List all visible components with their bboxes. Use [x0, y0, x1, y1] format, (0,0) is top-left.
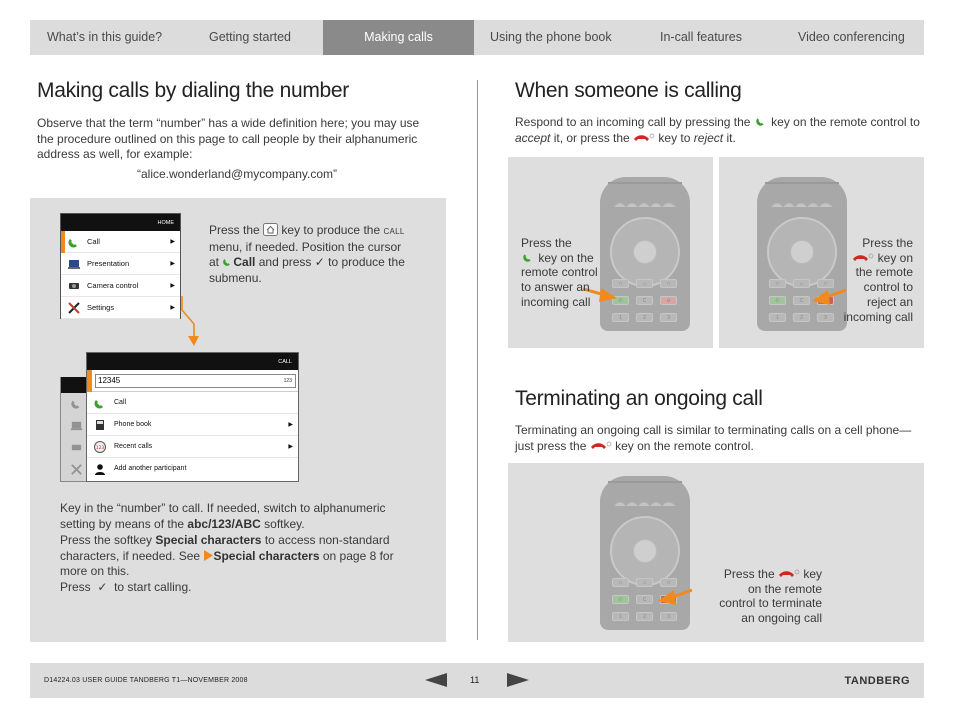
tools-icon [70, 463, 83, 476]
terminate-caption [712, 567, 822, 626]
chevron-right-icon: ▶ [170, 305, 175, 311]
call-menu-item-phone-book [87, 414, 298, 436]
phone-icon [70, 397, 83, 410]
step2-text: Press the softkey [60, 533, 153, 547]
call-menu-item-recent-calls [87, 436, 298, 458]
panel-instruction-part2: key to produce the [281, 223, 381, 237]
camera-icon [70, 441, 83, 454]
green-phone-icon [222, 256, 233, 267]
page-title-making-calls: Making calls by dialing the number [37, 79, 349, 102]
function-keys-icon [771, 199, 833, 207]
home-menu-item-presentation [61, 253, 180, 275]
call-menu-item-label: Recent calls [114, 443, 153, 450]
step-special-characters [60, 533, 396, 580]
reject-caption-end: key on the remote control to reject an incoming call [843, 250, 913, 324]
navigation-ring [610, 516, 680, 586]
home-menu-item-call [61, 231, 180, 253]
example-address: “alice.wonderland@mycompany.com” [137, 167, 338, 181]
softkey-abc-label: abc/123/ABC [187, 516, 261, 531]
home-menu-item-label: Presentation [87, 259, 130, 268]
remote-control-accept: □ ⌂ □ ✆ C ⊖ 1 2 3 [600, 177, 690, 331]
incoming-text-3: it, or press the [553, 130, 630, 145]
terminate-caption-start: Press the [723, 567, 775, 581]
red-hangup-icon [778, 569, 800, 579]
special-characters-link[interactable]: Special characters [213, 548, 320, 563]
link-arrow-icon [203, 550, 213, 561]
call-menu-label: CALL [383, 227, 405, 236]
incoming-text-4: key to [658, 130, 691, 145]
top-navigation [30, 20, 924, 55]
column-divider [477, 80, 478, 640]
red-hangup-icon [852, 253, 874, 263]
home-menu-item-label: Settings [87, 303, 115, 312]
step2-text-mid: to access non-standard characters, if needed. See [60, 533, 390, 563]
panel-instruction-part1: Press the [209, 223, 260, 237]
terminating-text-2: key on the remote control. [615, 438, 754, 453]
tab-making-calls[interactable]: Making calls [323, 20, 474, 55]
call-menu-item-label: Phone book [114, 421, 152, 428]
section-title-incoming-call: When someone is calling [515, 79, 742, 102]
number-input-row [87, 370, 298, 392]
call-menu-item-call [87, 392, 298, 414]
step1-text: Key in the “number” to call. If needed, switch to alphanumeric setting by means of the [60, 501, 386, 531]
step3-text: Press [60, 580, 91, 594]
accept-caption-end: key on the remote control to answer an incoming call [521, 250, 598, 309]
green-phone-icon [521, 251, 535, 263]
incoming-text-1: Respond to an incoming call by pressing the [515, 115, 751, 129]
tools-icon [67, 301, 81, 315]
tab-in-call-features[interactable]: In-call features [660, 30, 742, 44]
terminate-caption-end: key on the remote control to terminate an ongoing call [719, 567, 822, 626]
tab-video-conferencing[interactable]: Video conferencing [798, 30, 905, 44]
red-hangup-icon [590, 441, 612, 451]
section-title-terminating-call: Terminating an ongoing call [515, 387, 763, 410]
brand-logo: TANDBERG [844, 675, 910, 687]
pointer-arrow-terminate [652, 586, 692, 608]
step2-text-end: on page 8 for more on this. [60, 548, 394, 578]
reject-word: reject [693, 130, 724, 145]
navigation-ring [767, 217, 837, 287]
incoming-text-2: key on the remote control to [771, 115, 920, 129]
reject-caption-start: Press the [862, 236, 913, 250]
call-menu-item-add-participant [87, 458, 298, 480]
home-menu-item-camera-control [61, 275, 180, 297]
tab-whats-in-this-guide[interactable]: What’s in this guide? [47, 30, 163, 44]
call-option-label: Call [233, 255, 256, 269]
document-reference: D14224.03 USER GUIDE TANDBERG T1—NOVEMBER 2008 [44, 677, 248, 684]
laptop-icon [67, 257, 81, 271]
svg-text:123: 123 [95, 446, 105, 451]
page-number: 11 [470, 675, 480, 685]
person-icon [93, 462, 107, 476]
intro-paragraph: Observe that the term “number” has a wide definition here; you may use the procedure outlined on this page to call people by their alphanumeric address as well, for example: [37, 116, 420, 161]
tab-getting-started[interactable]: Getting started [209, 30, 291, 44]
accept-caption-start: Press the [521, 236, 572, 250]
home-key-icon [263, 223, 278, 236]
home-menu-item-label: Call [87, 237, 100, 246]
chevron-right-icon: ▶ [288, 444, 293, 450]
camera-icon [67, 279, 81, 293]
accept-word: accept [515, 130, 551, 145]
call-menu-header: CALL [87, 353, 298, 370]
previous-page-arrow-icon[interactable] [425, 673, 447, 687]
home-menu-item-settings [61, 297, 180, 319]
chevron-right-icon: ▶ [170, 283, 175, 289]
call-menu-screenshot [86, 352, 299, 482]
phone-book-icon [93, 418, 107, 432]
panel-instruction-text [209, 223, 409, 286]
step1-text-end: softkey. [264, 516, 305, 531]
panel-instruction-part3: menu, if needed. Position the cursor at [209, 239, 402, 269]
background-menu-strip [60, 377, 87, 482]
chevron-right-icon: ▶ [288, 422, 293, 428]
function-keys-icon [614, 199, 676, 207]
connector-arrow [180, 294, 200, 350]
page-footer [30, 663, 924, 698]
tab-using-the-phone-book[interactable]: Using the phone book [490, 30, 612, 44]
next-page-arrow-icon[interactable] [507, 673, 529, 687]
step3-text-end: to start calling. [114, 580, 192, 594]
green-phone-icon [67, 235, 81, 249]
checkmark-icon: ✓ [97, 580, 108, 594]
home-menu-item-label: Camera control [87, 281, 139, 290]
incoming-text-5: it. [726, 130, 736, 145]
laptop-icon [70, 419, 83, 432]
function-keys-icon [614, 498, 676, 506]
terminating-text-1: Terminating an ongoing call is similar to terminating calls on a cell phone—just press the [515, 423, 912, 453]
remote-control-reject: □ ⌂ □ ✆ C 1 2 3 [757, 177, 847, 331]
recent-calls-icon [93, 440, 107, 454]
call-menu-item-label: Call [114, 399, 127, 406]
softkey-special-characters-label: Special characters [155, 533, 262, 547]
incoming-call-paragraph [515, 115, 920, 146]
red-hangup-icon [633, 133, 655, 143]
number-input-field: 12345 [95, 374, 296, 388]
terminating-call-paragraph [515, 423, 915, 454]
home-menu-header: HOME [61, 214, 180, 231]
input-mode-indicator: 123 [283, 378, 292, 384]
call-menu-item-label: Add another participant [114, 465, 187, 472]
navigation-ring [610, 217, 680, 287]
chevron-right-icon: ▶ [170, 261, 175, 267]
accept-caption [521, 236, 599, 310]
remote-control-terminate: □ ⌂ □ ✆ C 1 2 3 [600, 476, 690, 630]
step-keyin-number [60, 501, 396, 532]
reject-caption [835, 236, 913, 324]
green-phone-icon [93, 396, 107, 410]
green-phone-icon [754, 115, 768, 127]
step-start-calling [60, 580, 396, 596]
home-menu-screenshot [60, 213, 181, 319]
chevron-right-icon: ▶ [170, 239, 175, 245]
panel-instruction-part4: and press ✓ to produce the submenu. [209, 255, 405, 285]
